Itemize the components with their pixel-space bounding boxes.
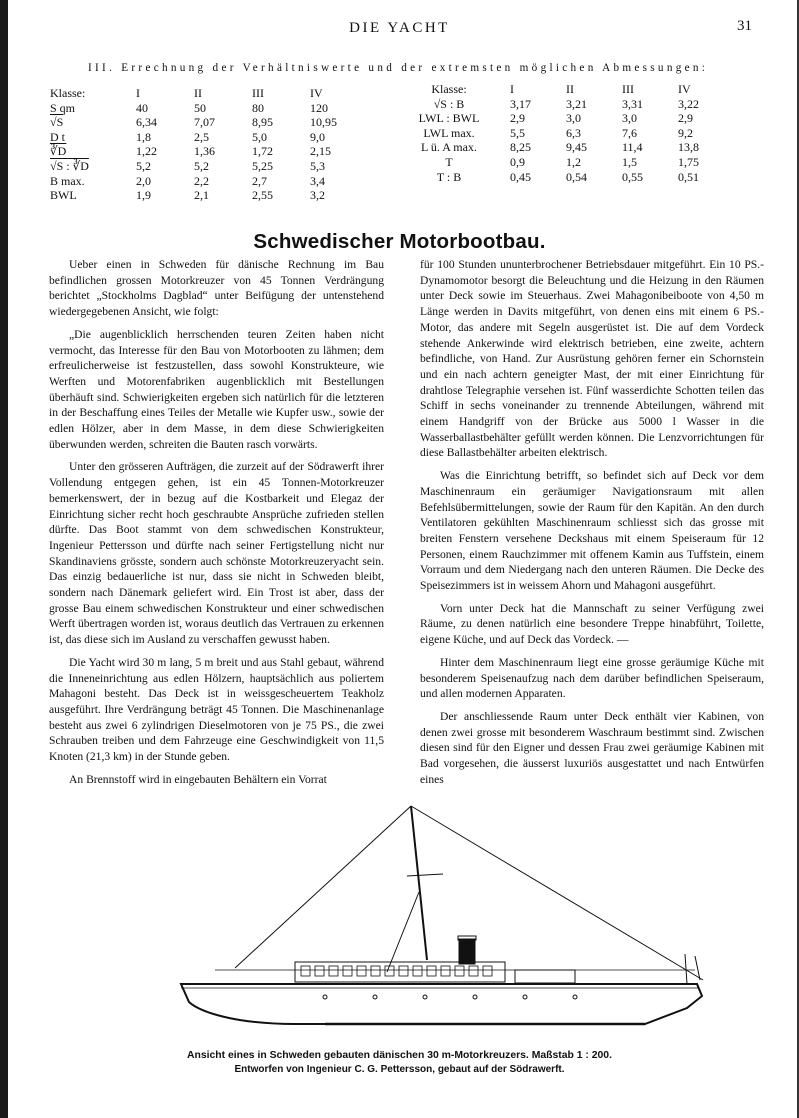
table-cell: 2,15 — [310, 144, 331, 159]
table-cell: 6,3 — [566, 125, 581, 140]
figure-credit: Entworfen von Ingenieur C. G. Pettersson, gebaut auf der Södrawerft. — [234, 1064, 565, 1075]
table-cell: 13,8 — [678, 140, 699, 155]
table-cell: 5,2 — [136, 158, 151, 173]
table-cell: 120 — [310, 100, 328, 115]
table-cell: D t — [50, 129, 65, 144]
table-cell: 80 — [252, 100, 264, 115]
table-cell: 2,2 — [194, 173, 209, 188]
table-cell: 3,0 — [622, 111, 637, 126]
table-cell: √S — [50, 115, 64, 130]
table-cell: √S : B — [433, 96, 465, 111]
table-cell: 5,5 — [510, 125, 525, 140]
table-row — [388, 140, 734, 155]
running-header: DIE YACHT — [349, 20, 450, 36]
table-cell: II — [194, 86, 202, 100]
deckhouse — [295, 962, 505, 982]
boom — [387, 892, 419, 972]
table-row — [388, 111, 734, 126]
hull — [181, 984, 702, 1024]
paragraph: „Die augenblicklich herrschenden teuren Zeiten haben nicht vermocht, das Interesse für den Bau von Motorbooten zu lähmen; dem erfreulicherweise ist festzustellen, dass sowohl Konstrukteure, wie Werften und Motorenfabriken augenblicklich mit Bestellungen überhäuft sind. Schwierigkeiten ergeben sich natürlich für die letzteren in der Beschaffung eines Teiles der Metalle wie Kupfer usw., sowie der edlen Hölzer, aber in dem Masse, in dem diese Schwierigkeiten überwunden werden, schreiten die Bauten rasch vorwärts. — [49, 327, 384, 451]
table-cell: B max. — [50, 173, 85, 188]
table-cell: 5,0 — [252, 129, 267, 144]
back-stay — [235, 806, 411, 968]
table-cell: I — [136, 86, 140, 100]
table-row — [50, 159, 368, 174]
table-cell: BWL — [50, 188, 77, 203]
table-cell: LWL max. — [423, 125, 475, 140]
table-cell: 11,4 — [622, 140, 643, 155]
table-cell: 0,55 — [622, 169, 643, 184]
paragraph: Was die Einrichtung betrifft, so befindet sich auf Deck vor dem Maschinenraum ein geräumiger Navigationsraum mit allen Befehlsübermittelungen, sowie der Raum für den Kapitän. An den durch Ventilatoren gekühlten Maschinenraum schliesst sich das grosse mit breiten Fenstern versehene Deckshaus mit einem Speiseraum für 12 Personen, einem Rauchzimmer mit offenem Kamin aus Tuffstein, einem Vorraum und dem Niedergang nach den unteren Räumen. Die Decke des Speisezimmers ist in weissem Ahorn und Mahagoni ausgeführt. — [420, 469, 764, 593]
table-cell: II — [566, 82, 574, 96]
table-row — [388, 155, 734, 170]
table-cell: I — [510, 82, 514, 96]
table-cell: 10,95 — [310, 115, 337, 130]
table-row — [50, 144, 368, 159]
table-cell: 2,5 — [194, 129, 209, 144]
table-cell: 40 — [136, 100, 148, 115]
article-column-left — [49, 257, 384, 788]
table-cell: 0,45 — [510, 169, 531, 184]
table-cell: 2,9 — [510, 111, 525, 126]
table-header-row — [388, 82, 734, 97]
table-cell: 2,7 — [252, 173, 267, 188]
table-cell: 50 — [194, 100, 206, 115]
table-cell: 5,3 — [310, 158, 325, 173]
table-row — [50, 188, 368, 203]
yard — [407, 874, 443, 876]
table-cell: 9,0 — [310, 129, 325, 144]
table-cell: 3,4 — [310, 173, 325, 188]
table-cell: 9,2 — [678, 125, 693, 140]
table-cell: 2,0 — [136, 173, 151, 188]
table-cell: 5,2 — [194, 158, 209, 173]
paragraph: An Brennstoff wird in eingebauten Behältern ein Vorrat — [69, 772, 327, 786]
paragraph: für 100 Stunden ununterbrochener Betriebsdauer mitgeführt. Ein 10 PS.-Dynamomotor besorgt die Beleuchtung und die Heizung in den Räumen unter Deck sowie im Steuerhaus. Zwei Mahagonibeiboote von 4,50 m Länge werden in Davits mitgeführt, von denen eins mit einem 6 PS.-Motor, das andere mit Segeln ausgerüstet ist. Die auf dem Vordeck stehende Ankerwinde wird elektrisch betrieben, eine zweite, achtern befindliche, von Hand. Zur Ausrüstung gehören ferner ein Schornstein und ein nach achtern geneigter Mast, der mit einer Einrichtung für drahtlose Telegraphie versehen ist. Fünf wasserdichte Schotten teilen das Schiff in sechs voneinander zu trennende Abteilungen, während mit einem Handgriff von der Brücke aus 5000 l Wasser in die Wasserballastbehälter gefüllt werden können. Die Lenzvorrichtungen für diese Ballastbehälter arbeiten elektrisch. — [420, 258, 764, 460]
table-cell: Klasse: — [50, 86, 86, 100]
table-cell: 2,55 — [252, 188, 273, 203]
paragraph: Vorn unter Deck hat die Mannschaft zu seiner Verfügung zwei Räume, zu denen natürlich eine besondere Treppe hinabführt, Toilette, eigene Küche, und auf Deck das Vordeck. — — [420, 601, 764, 647]
figure-caption: Ansicht eines in Schweden gebauten dänischen 30 m-Motorkreuzers. Maßstab 1 : 200. — [187, 1050, 612, 1061]
portholes — [323, 995, 577, 999]
table-row — [388, 170, 734, 185]
table-cell: LWL : BWL — [418, 111, 480, 126]
table-cell: 9,45 — [566, 140, 587, 155]
table-row — [50, 115, 368, 130]
table-cell: ∛D — [50, 144, 67, 159]
page-number: 31 — [737, 18, 752, 34]
table-cell: 3,22 — [678, 96, 699, 111]
scan-edge-left — [0, 0, 8, 1118]
table-cell: √S : ∛D — [50, 158, 89, 173]
table-cell: III — [622, 82, 634, 96]
section-heading: III. Errechnung der Verhältniswerte und der extremsten möglichen Abmessungen: — [88, 62, 709, 74]
deckhouse-windows — [301, 966, 492, 976]
table-cell: 1,5 — [622, 154, 637, 169]
table-row — [388, 126, 734, 141]
table-cell: IV — [678, 82, 691, 96]
table-cell: 5,25 — [252, 158, 273, 173]
article-column-right — [420, 257, 764, 788]
table-cell: 6,34 — [136, 115, 157, 130]
table-cell: 8,95 — [252, 115, 273, 130]
table-cell: 0,9 — [510, 154, 525, 169]
paragraph: Ueber einen in Schweden für dänische Rechnung im Bau befindlichen grossen Motorkreuzer von 45 Tonnen Verdrängung berichtet „Stockholms Dagblad“ unter Beifügung der untenstehend wiedergegebenen Ansicht, wie folgt: — [49, 258, 384, 319]
table-cell: T — [445, 154, 453, 169]
table-cell: 1,75 — [678, 154, 699, 169]
table-cell: Klasse: — [431, 82, 467, 96]
table-row — [388, 97, 734, 112]
mast — [411, 806, 427, 960]
table-header-row — [50, 86, 368, 101]
paragraph: Der anschliessende Raum unter Deck enthält vier Kabinen, von denen zwei grosse mit besonderem Waschraum bestimmt sind. Zwischen diesen sind für den Eigner und dessen Frau zwei geräumige Kabinen mit Bad vorgesehen, die äusserst luxuriös ausgestattet und nach Entwürfen eines — [420, 709, 764, 786]
table-cell: 7,6 — [622, 125, 637, 140]
motor-cruiser-illustration — [175, 802, 715, 1047]
paragraph: Hinter dem Maschinenraum liegt eine grosse geräumige Küche mit besonderem Speisenaufzug nach dem darüber befindlichen Speiseraum, und allen modernen Apparaten. — [420, 655, 764, 701]
table-cell: 1,9 — [136, 188, 151, 203]
paragraph: Unter den grösseren Aufträgen, die zurzeit auf der Södrawerft ihrer Vollendung entgegen gehen, ist ein 45 Tonnen-Motorkreuzer bemerkenswert, der in bezug auf die Kostbarkeit und Elegaz der Einrichtung sicher recht hoch geschraubte Ansprüche zufrieden stellen dürfte. Das Boot stammt von dem schwedischen Konstrukteur, Ingenieur Pettersson und dürfte nach seiner Fertigstellung nicht nur Skandinaviens grösste, sondern auch schönste Motorkreuzeryacht sein. Das einzig bedauerliche ist nur, dass sie nicht in Schweden bleibt, sondern nach Dänemark geliefert wird. Ein Trost ist aber, dass der grosse Bau einem schwedischen Konstrukteur und einer schwedischen Werft übertragen worden ist, woraus deutlich das Vertrauen zu erkennen ist, das diese sich im Ausland zu verschaffen gewusst haben. — [49, 460, 384, 647]
ratio-table-left — [50, 86, 368, 203]
table-row — [50, 174, 368, 189]
table-cell: 2,1 — [194, 188, 209, 203]
paragraph: Die Yacht wird 30 m lang, 5 m breit und aus Stahl gebaut, während die Inneneinrichtung aus edlen Hölzern, hauptsächlich aus poliertem Mahagoni besteht. Das Deck ist in weissgescheuertem Teakholz ausgeführt. Ihre Verdrängung beträgt 45 Tonnen. Die Maschinenanlage besteht aus zwei 6 zylindrigen Dieselmotoren von je 75 PS., die zwei Schrauben treiben und dem Fahrzeuge eine Geschwindigkeit von 11,5 Knoten (21,3 km) in der Stunde geben. — [49, 655, 384, 764]
table-cell: 1,36 — [194, 144, 215, 159]
table-cell: 1,22 — [136, 144, 157, 159]
wheelhouse — [515, 970, 575, 983]
table-cell: L ü. A max. — [421, 140, 477, 155]
fore-stay — [411, 806, 703, 980]
article-title: Schwedischer Motorbootbau. — [253, 230, 546, 253]
table-row — [50, 101, 368, 116]
table-cell: 3,0 — [566, 111, 581, 126]
table-cell: 3,21 — [566, 96, 587, 111]
table-cell: S qm — [50, 100, 76, 115]
table-cell: 3,17 — [510, 96, 531, 111]
table-cell: 8,25 — [510, 140, 531, 155]
table-cell: 1,8 — [136, 129, 151, 144]
table-cell: 1,2 — [566, 154, 581, 169]
table-cell: 7,07 — [194, 115, 215, 130]
table-cell: 0,54 — [566, 169, 587, 184]
ratio-table-right — [388, 82, 734, 184]
table-cell: 3,2 — [310, 188, 325, 203]
funnel — [459, 939, 475, 964]
table-cell: 2,9 — [678, 111, 693, 126]
table-cell: IV — [310, 86, 323, 100]
table-cell: 0,51 — [678, 169, 699, 184]
table-row — [50, 130, 368, 145]
table-cell: 3,31 — [622, 96, 643, 111]
table-cell: III — [252, 86, 264, 100]
table-cell: T : B — [436, 169, 462, 184]
table-cell: 1,72 — [252, 144, 273, 159]
